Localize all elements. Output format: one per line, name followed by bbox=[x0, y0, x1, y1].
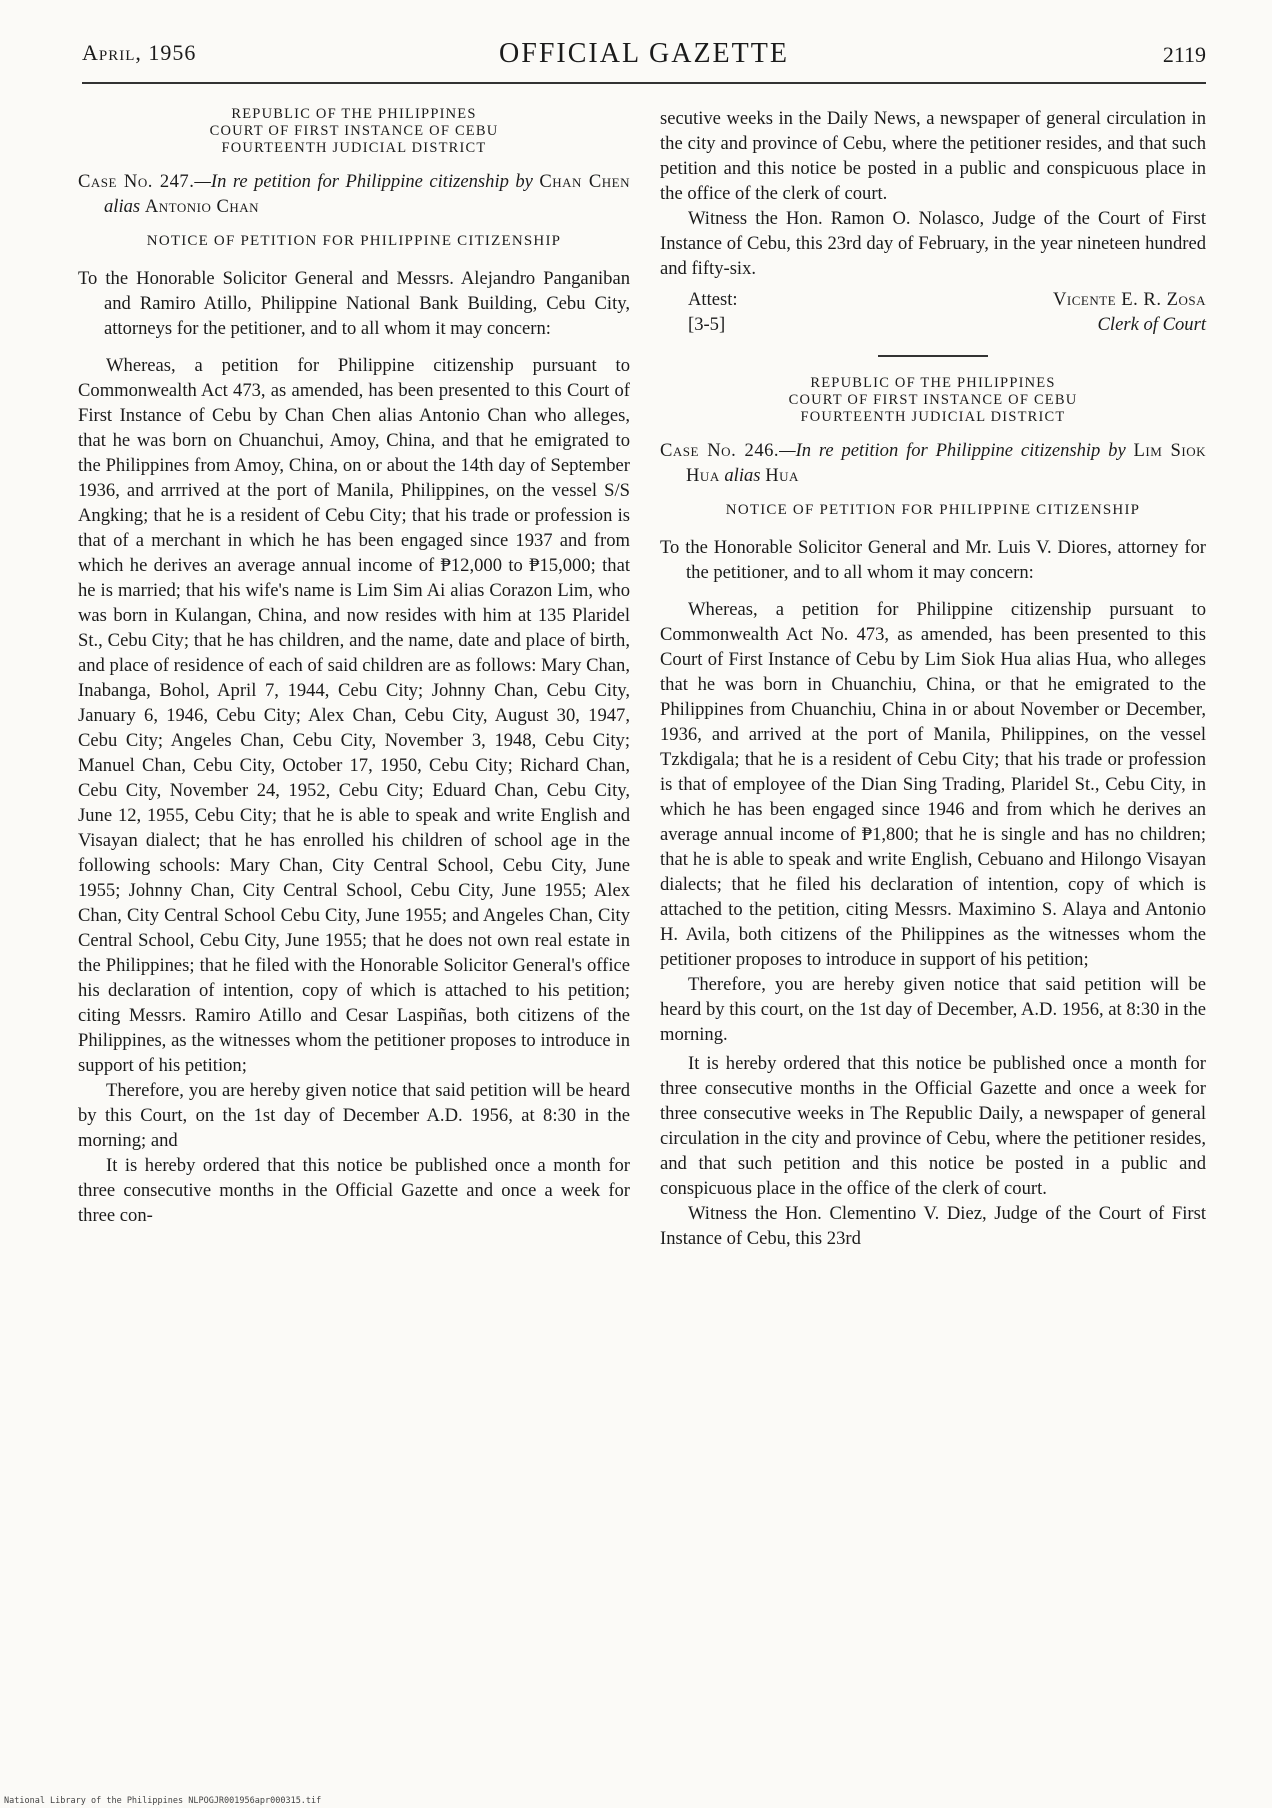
court-line: REPUBLIC OF THE PHILIPPINES bbox=[231, 106, 477, 122]
gazette-title: OFFICIAL GAZETTE bbox=[499, 38, 789, 69]
alias-label: alias bbox=[724, 465, 761, 486]
petitioner-alias: Antonio Chan bbox=[144, 196, 260, 217]
case-description: —In re petition for Philippine citizenship by bbox=[194, 171, 533, 192]
court-line: COURT OF FIRST INSTANCE OF CEBU bbox=[209, 123, 499, 139]
court-line: REPUBLIC OF THE PHILIPPINES bbox=[810, 375, 1056, 391]
clerk-role: Clerk of Court bbox=[1097, 314, 1206, 335]
notice-heading: NOTICE OF PETITION FOR PHILIPPINE CITIZENSHIP bbox=[725, 502, 1141, 518]
notice-separator bbox=[878, 355, 988, 357]
case-title bbox=[78, 169, 630, 219]
petitioner-name: Lim Siok Hua bbox=[686, 440, 1207, 486]
addressee: To the Honorable Solicitor General and Mr. Luis V. Diores, attorney for the petitioner, and to all whom it may concern: bbox=[660, 537, 1206, 583]
witness-paragraph: Witness the Hon. Ramon O. Nolasco, Judge of the Court of First Instance of Cebu, this 23rd day of February, in the year nineteen hundred and fifty-six. bbox=[660, 208, 1206, 279]
court-line: COURT OF FIRST INSTANCE OF CEBU bbox=[788, 392, 1078, 408]
order-paragraph: It is hereby ordered that this notice be published once a month for three consecutive months in the Official Gazette and once a week for three consecutive weeks in The Republic Daily, a newspaper of general circulation in the city and province of Cebu, where the petitioner resides, and that such petition and this notice be posted in a public and conspicuous place in the office of the clerk of court. bbox=[660, 1053, 1206, 1199]
attestation bbox=[660, 287, 1206, 337]
scan-footer: National Library of the Philippines NLPOGJR001956apr000315.tif bbox=[4, 1796, 322, 1806]
header-rule bbox=[82, 82, 1206, 84]
petitioner-name: Chan Chen bbox=[539, 171, 630, 192]
case-number: Case No. 246. bbox=[660, 440, 780, 461]
clerk-name: Vicente E. R. Zosa bbox=[1052, 289, 1206, 310]
right-column bbox=[660, 106, 1206, 1251]
therefore-paragraph: Therefore, you are hereby given notice that said petition will be heard by this court, on the 1st day of December, A.D. 1956, at 8:30 in the morning. bbox=[660, 974, 1206, 1045]
notice-heading: NOTICE OF PETITION FOR PHILIPPINE CITIZENSHIP bbox=[146, 233, 562, 249]
issue-date: April, 1956 bbox=[82, 40, 197, 65]
whereas-paragraph: Whereas, a petition for Philippine citizenship pursuant to Commonwealth Act 473, as amended, has been presented to this Court of First Instance of Cebu by Chan Chen alias Antonio Chan who alleges, that he was born on Chuanchui, Amoy, China, and that he emigrated to the Philippines from Amoy, China, on or about the 14th day of September 1936, and arrrived at the port of Manila, Philippines, on the vessel S/S Angking; that he is a resident of Cebu City; that his trade or profession is that of a merchant in which he has been engaged since 1937 and from which he derives an average annual income of ₱12,000 to ₱15,000; that he is married; that his wife's name is Lim Sim Ai alias Corazon Lim, who was born in Kulangan, China, and now resides with him at 135 Plaridel St., Cebu City; that he has children, and the name, date and place of birth, and place of residence of each of said children are as follows: Mary Chan, Inabanga, Bohol, April 7, 1944, Cebu City; Johnny Chan, Cebu City, January 6, 1946, Cebu City; Alex Chan, Cebu City, August 30, 1947, Cebu City; Angeles Chan, Cebu City, November 3, 1948, Cebu City; Manuel Chan, Cebu City, October 17, 1950, Cebu City; Richard Chan, Cebu City, November 24, 1952, Cebu City; Eduard Chan, Cebu City, June 12, 1955, Cebu City; that he is able to speak and write English and Visayan dialect; that he has enrolled his children of school age in the following schools: Mary Chan, City Central School, Cebu City, June 1955; Johnny Chan, City Central School, Cebu City, June 1955; Alex Chan, City Central School Cebu City, June 1955; and Angeles Chan, City Central School, Cebu City, June 1955; that he does not own real estate in the Philippines; that he filed with the Honorable Solicitor General's office his declaration of intention, copy of which is attached to his petition; citing Messrs. Ramiro Atillo and Cesar Laspiñas, both citizens of the Philippines, as the witnesses whom the petitioner proposes to introduce in support of his petition; bbox=[78, 355, 630, 1076]
page-header bbox=[82, 40, 1206, 80]
order-continuation: secutive weeks in the Daily News, a newspaper of general circulation in the city and province of Cebu, where the petitioner resides, and that such petition and this notice be posted in a public and conspicuous place in the office of the clerk of court. bbox=[660, 108, 1206, 204]
therefore-paragraph: Therefore, you are hereby given notice that said petition will be heard by this Court, on the 1st day of December A.D. 1956, at 8:30 in the morning; and bbox=[78, 1080, 630, 1151]
alias-label: alias bbox=[104, 196, 141, 217]
court-heading bbox=[660, 375, 1206, 426]
whereas-paragraph: Whereas, a petition for Philippine citizenship pursuant to Commonwealth Act No. 473, as amended, has been presented to this Court of First Instance of Cebu by Lim Siok Hua alias Hua, who alleges that he was born in Chuanchiu, China, or that he emigrated to the Philippines from Chuanchiu, China in or about November or December, 1936, and arrived at the port of Manila, Philippines, on the vessel Tzkdigala; that he is a resident of Cebu City; that his trade or profession is that of employee of the Dian Sing Trading, Plaridel St., Cebu City, in which he has been engaged since 1946 and from which he derives an average annual income of ₱1,800; that he is single and has no children; that he is able to speak and write English, Cebuano and Hilongo Visayan dialects; that he filed his declaration of intention, copy of which is attached to the petition, citing Messrs. Maximino S. Alaya and Antonio H. Avila, both citizens of the Philippines as the witnesses whom the petitioner proposes to introduce in support of his petition; bbox=[660, 599, 1206, 970]
witness-paragraph: Witness the Hon. Clementino V. Diez, Judge of the Court of First Instance of Cebu, this 23rd bbox=[660, 1203, 1206, 1249]
case-title bbox=[660, 438, 1206, 488]
addressee: To the Honorable Solicitor General and Messrs. Alejandro Panganiban and Ramiro Atillo, Philippine National Bank Building, Cebu City, attorneys for the petitioner, and to all whom it may concern: bbox=[78, 268, 630, 339]
petitioner-alias: Hua bbox=[765, 465, 799, 486]
order-paragraph: It is hereby ordered that this notice be published once a month for three consecutive months in the Official Gazette and once a week for three con- bbox=[78, 1155, 630, 1226]
page-number: 2119 bbox=[1162, 42, 1206, 67]
attest-label: Attest: bbox=[688, 289, 738, 310]
left-column bbox=[78, 106, 630, 1228]
publication-code: [3-5] bbox=[688, 314, 726, 335]
case-description: —In re petition for Philippine citizenship by bbox=[779, 440, 1126, 461]
case-number: Case No. 247. bbox=[78, 171, 195, 192]
court-heading bbox=[78, 106, 630, 157]
court-line: FOURTEENTH JUDICIAL DISTRICT bbox=[800, 409, 1066, 425]
court-line: FOURTEENTH JUDICIAL DISTRICT bbox=[221, 140, 487, 156]
